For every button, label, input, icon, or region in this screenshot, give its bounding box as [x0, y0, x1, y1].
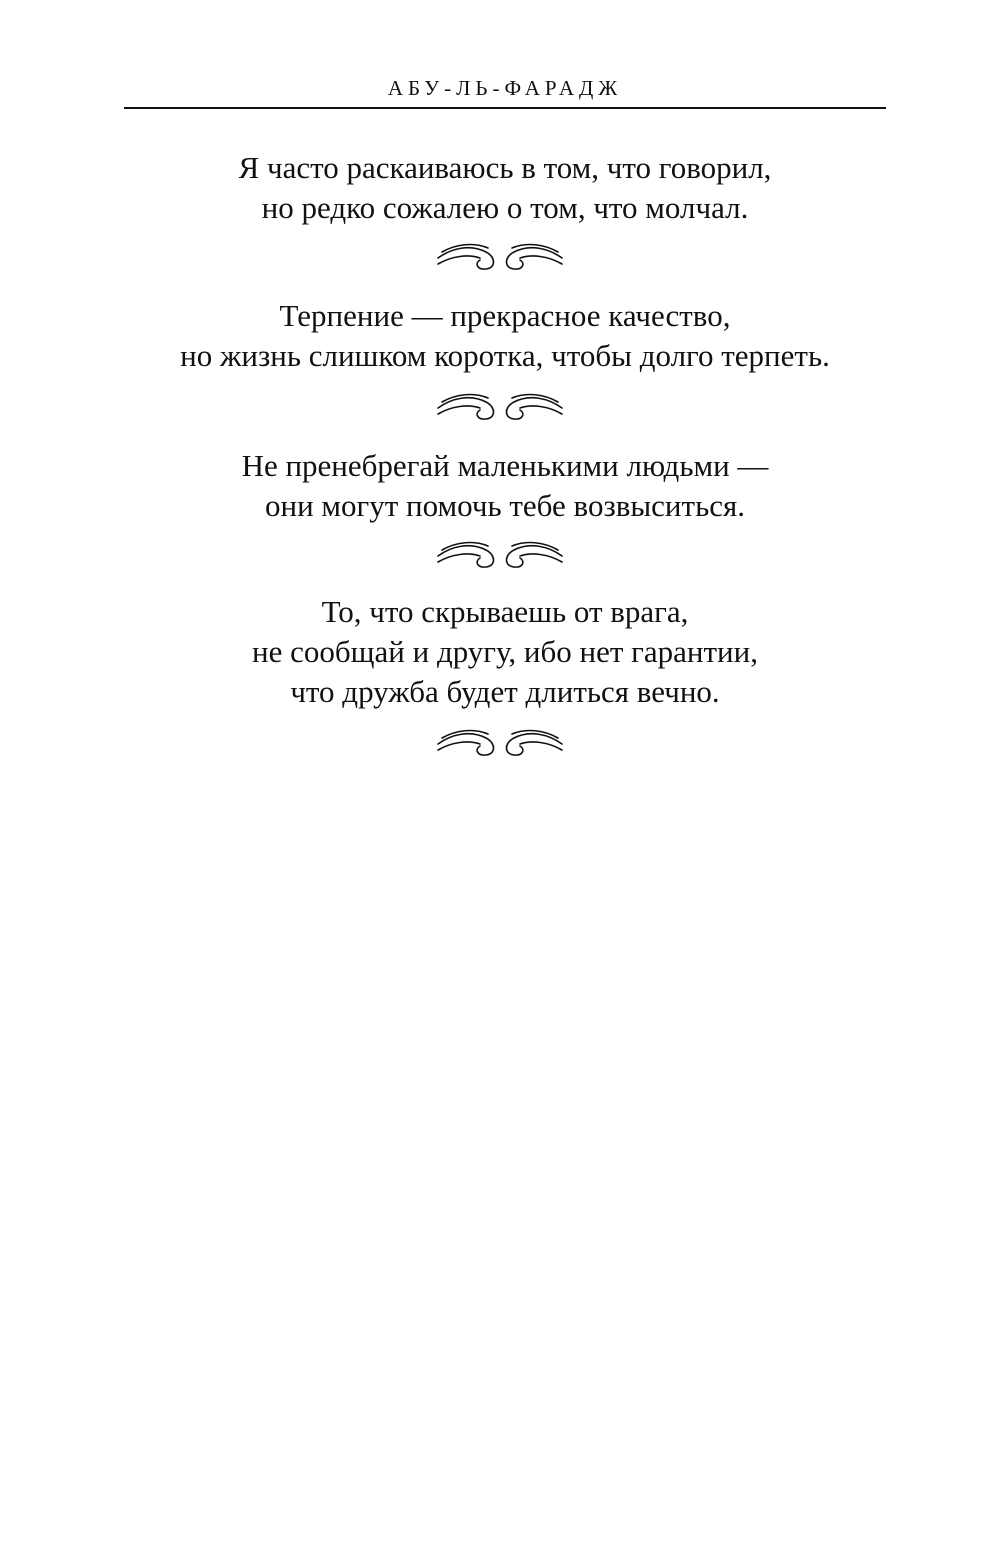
quote-3 [100, 446, 910, 526]
quote-line: что дружба будет длиться вечно. [290, 674, 720, 709]
flourish-divider-icon [430, 724, 570, 764]
quote-4 [100, 592, 910, 712]
running-head: АБУ-ЛЬ-ФАРАДЖ [387, 76, 623, 100]
flourish-divider-icon [430, 388, 570, 428]
quote-line: но жизнь слишком коротка, чтобы долго терпеть. [180, 338, 830, 373]
quote-line: То, что скрываешь от врага, [321, 594, 689, 629]
quote-line: Не пренебрегай маленькими людьми — [241, 448, 769, 483]
quote-line: они могут помочь тебе возвыситься. [265, 488, 745, 523]
flourish-divider-icon [430, 536, 570, 576]
quote-1 [100, 148, 910, 228]
quote-2 [100, 296, 910, 376]
quote-line: не сообщай и другу, ибо нет гарантии, [252, 634, 758, 669]
quote-line: Я часто раскаиваюсь в том, что говорил, [238, 150, 772, 185]
flourish-divider-icon [430, 238, 570, 278]
quote-line: Терпение — прекрасное качество, [279, 298, 731, 333]
header-rule [124, 107, 886, 109]
quote-line: но редко сожалею о том, что молчал. [261, 190, 749, 225]
